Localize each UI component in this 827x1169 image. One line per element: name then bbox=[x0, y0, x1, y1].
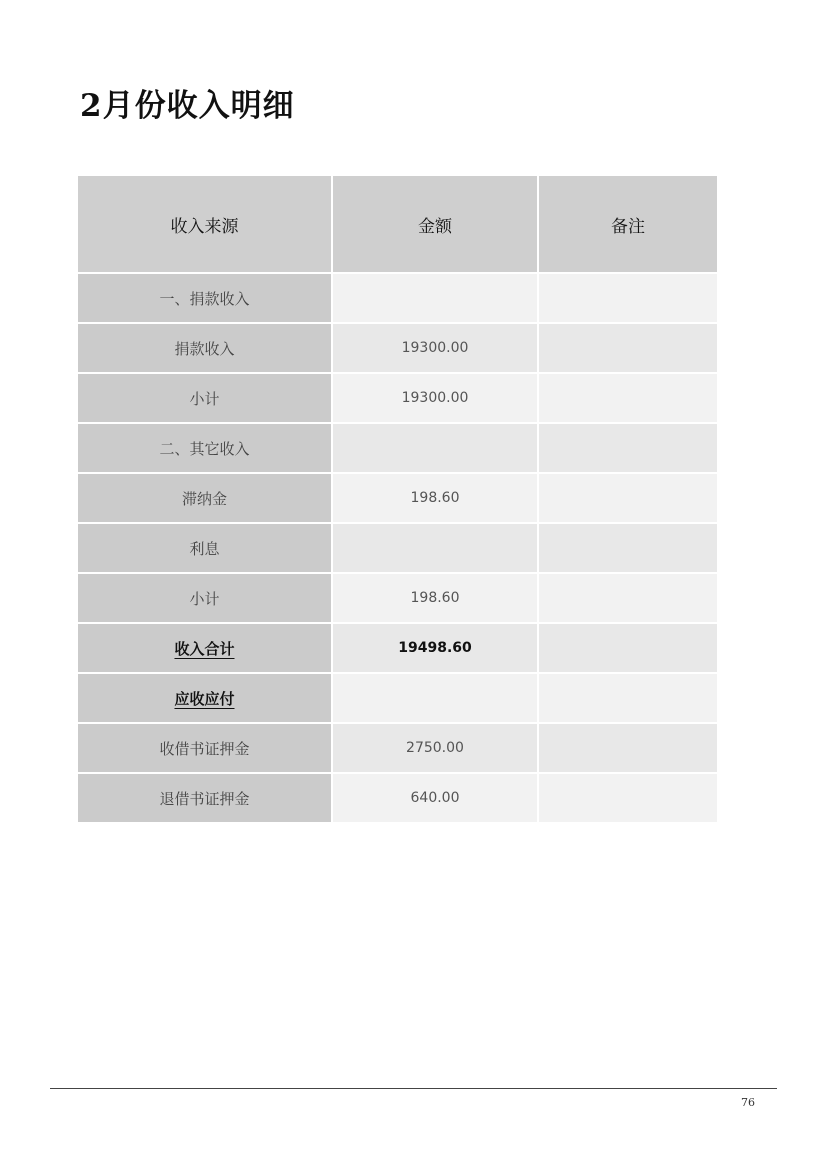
row-amount: 19300.00 bbox=[332, 323, 538, 373]
row-source: 应收应付 bbox=[174, 689, 235, 708]
row-amount: 19498.60 bbox=[332, 623, 538, 673]
row-amount: 19300.00 bbox=[332, 373, 538, 423]
row-source: 收借书证押金 bbox=[78, 723, 332, 773]
row-source: 小计 bbox=[78, 573, 332, 623]
header-amount: 金额 bbox=[332, 176, 538, 273]
row-note bbox=[538, 673, 718, 723]
row-note bbox=[538, 323, 718, 373]
row-note bbox=[538, 373, 718, 423]
row-source: 一、捐款收入 bbox=[78, 273, 332, 323]
row-note bbox=[538, 273, 718, 323]
row-note bbox=[538, 723, 718, 773]
row-amount: 2750.00 bbox=[332, 723, 538, 773]
page-title: 2月份收入明细 bbox=[80, 88, 295, 124]
row-note bbox=[538, 623, 718, 673]
row-source: 滞纳金 bbox=[78, 473, 332, 523]
row-note bbox=[538, 523, 718, 573]
table-row bbox=[78, 773, 718, 823]
row-note bbox=[538, 573, 718, 623]
row-amount: 198.60 bbox=[332, 473, 538, 523]
table-row-total bbox=[78, 623, 718, 673]
row-amount: 198.60 bbox=[332, 573, 538, 623]
page-number: 76 bbox=[741, 1096, 755, 1109]
row-source: 二、其它收入 bbox=[78, 423, 332, 473]
header-note: 备注 bbox=[538, 176, 718, 273]
row-note bbox=[538, 423, 718, 473]
row-amount bbox=[332, 273, 538, 323]
table-row bbox=[78, 573, 718, 623]
table-row bbox=[78, 523, 718, 573]
table-row bbox=[78, 473, 718, 523]
table-header-row bbox=[78, 176, 718, 273]
table-row bbox=[78, 323, 718, 373]
row-source: 收入合计 bbox=[174, 639, 235, 658]
table-row bbox=[78, 723, 718, 773]
income-table bbox=[78, 176, 719, 824]
table-row bbox=[78, 273, 718, 323]
footer-divider bbox=[50, 1088, 777, 1089]
row-source: 利息 bbox=[78, 523, 332, 573]
table-row-section bbox=[78, 673, 718, 723]
row-source: 小计 bbox=[78, 373, 332, 423]
row-amount: 640.00 bbox=[332, 773, 538, 823]
row-source: 捐款收入 bbox=[78, 323, 332, 373]
row-note bbox=[538, 773, 718, 823]
row-amount bbox=[332, 523, 538, 573]
row-source: 退借书证押金 bbox=[78, 773, 332, 823]
table-row bbox=[78, 373, 718, 423]
row-amount bbox=[332, 673, 538, 723]
row-note bbox=[538, 473, 718, 523]
row-amount bbox=[332, 423, 538, 473]
table-row bbox=[78, 423, 718, 473]
header-source: 收入来源 bbox=[78, 176, 332, 273]
